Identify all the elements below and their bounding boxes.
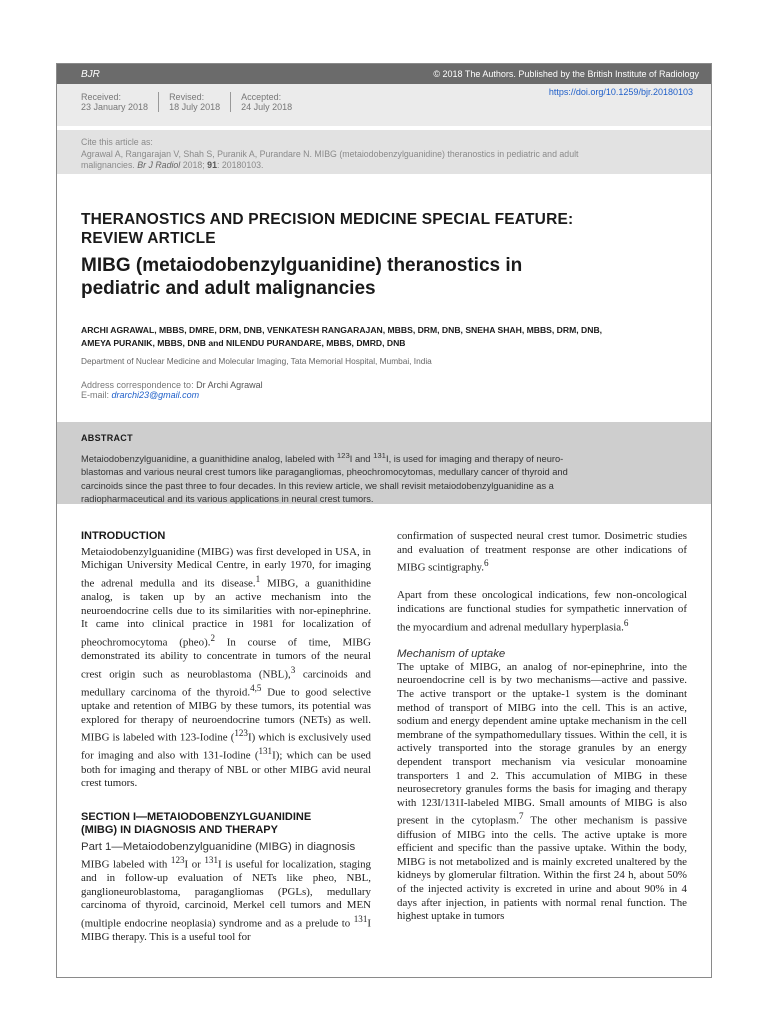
right-column <box>397 530 687 945</box>
cite-label: Cite this article as: <box>81 137 153 147</box>
introduction-heading: INTRODUCTION <box>81 530 166 542</box>
correspondent-email[interactable]: drarchi23@gmail.com <box>111 390 200 400</box>
article-page <box>56 63 712 978</box>
abstract-box <box>57 422 711 504</box>
cite-line-2: malignancies. Br J Radiol 2018; 91: 20180103. <box>81 160 264 170</box>
cite-journal: Br J Radiol <box>137 160 181 170</box>
author-list: ARCHI AGRAWAL, MBBS, DMRE, DRM, DNB, VENKATESH RANGARAJAN, MBBS, DRM, DNB, SNEHA SHAH, MBBS, DRM, DNB, AMEYA PURANIK, MBBS, DNB and NILENDU PURANDARE, MBBS, DMRD, DNB <box>81 325 603 348</box>
non-oncological-paragraph: Apart from these oncological indications, few non-oncological indications are functional studies for sympathetic innervation of the myocardium and adrenal medullary hyperplasia.$^6$ <box>397 589 687 634</box>
cite-line-1: Agrawal A, Rangarajan V, Shah S, Puranik A, Purandare N. MIBG (metaiodobenzylguanidine) theranostics in pediatric and adult <box>81 149 579 159</box>
article-dates <box>81 92 312 112</box>
accepted-date: Accepted: 24 July 2018 <box>241 92 293 112</box>
dates-bar <box>57 84 711 126</box>
correspondence: Address correspondence to: Dr Archi Agrawal E-mail: drarchi23@gmail.com <box>81 380 263 400</box>
abstract-line-4: radiopharmaceutical and its various applications in neural crest tumors. <box>81 494 374 505</box>
abstract-line-3: carcinoids since the past three to four decades. In this review article, we shall revisit metaiodobenzylguanidine as a <box>81 480 554 491</box>
mechanism-paragraph: The uptake of MIBG, an analog of nor-epinephrine, into the neuroendocrine cell is by two mechanisms—active and passive. The active transport or the uptake-1 system is the dominant method of transport of MIBG into the cell. This is an active, sodium and energy dependent amine uptake mechanism in the cell membrane of the sympathomedullary tissues. Within the cell, it is actively transported into the storage granules by an energy dependent transport mechanism via vesicular monoamine transporters 1 and 2. This accumulation of MIBG in these neurosecretory granules forms the basis for imaging and therapy with 123I/131I-labeled MIBG. Small amounts of MIBG is also present in the cytoplasm.$^7$ The other mechanism is passive diffusion of MIBG into the cells. The active uptake is more efficient and specific than the passive uptake. Within the body, MIBG is not metabolized and is mainly excreted unaltered by the kidneys by glomerular filtration. Within the first 24 h, about 50% of the injected activity is excreted in urine and about 90% in 4 days after injection, in patients with normal renal function. The highest uptake in tumors <box>397 660 687 923</box>
abstract-heading: ABSTRACT <box>81 433 133 443</box>
diagnosis-paragraph: MIBG labeled with $^{123}$I or $^{131}$I is useful for localization, staging and in follow-up evaluation of NETs like pheo, NBL, ganglioneuroblastoma, paragangliomas (PGLs), medullary carcinoma of thyroid, carcinoid, Merkel cell tumors and MEN (multiple endocrine neoplasia) syndrome and as a prelude to $^{131}$I MIBG therapy. This is a useful tool for <box>81 854 371 943</box>
feature-heading: THERANOSTICS AND PRECISION MEDICINE SPECIAL FEATURE: REVIEW ARTICLE <box>81 211 574 247</box>
abstract-line-2: blastomas and various neural crest tumors like paragangliomas, pheochromocytomas, medullary cancer of thyroid and <box>81 467 568 478</box>
introduction-paragraph: Metaiodobenzylguanidine (MIBG) was first developed in USA, in Michigan University Medical Centre, in early 1970, for imaging the adrenal medulla and its disease.$^1$ MIBG, a guanithidine analog, is taken up by an active mechanism into the neuroendocrine cells due to its similarities with nor-epinephrine. It came into clinical practice in 1981 for localization of pheochromocytoma (pheo).$^2$ In course of time, MIBG demonstrated its ability to concentrate in tumors of the neural crest origin such as neuroblastoma (NBL),$^3$ carcinoids and medullary carcinoma of the thyroid.$^{4,5}$ Due to good selective uptake and retention of MIBG by these tumors, its potential was explored for therapy of neuroendocrine tumors (NETs) as well. MIBG is labeled with 123-Iodine ($^{123}$I) which is exclusively used for imaging and also with 131-Iodine ($^{131}$I); which can be used both for imaging and therapy of NBL or other MIBG avid neural crest tumors. <box>81 545 372 790</box>
left-column <box>81 530 371 945</box>
affiliation: Department of Nuclear Medicine and Molecular Imaging, Tata Memorial Hospital, Mumbai, India <box>81 356 432 366</box>
mechanism-heading: Mechanism of uptake <box>397 647 506 660</box>
part-1-heading: Part 1—Metaiodobenzylguanidine (MIBG) in diagnosis <box>81 840 356 853</box>
received-date: Received: 23 January 2018 <box>81 92 159 112</box>
body-columns <box>81 530 687 945</box>
section-1-heading: SECTION I—METAIODOBENZYLGUANIDINE (MIBG) IN DIAGNOSIS AND THERAPY <box>81 810 312 837</box>
cite-volume: 91 <box>207 160 217 170</box>
journal-header-bar <box>57 64 711 84</box>
revised-date: Revised: 18 July 2018 <box>169 92 231 112</box>
scintigraphy-paragraph: confirmation of suspected neural crest tumor. Dosimetric studies and evaluation of treatment response are other indications of MIBG scintigraphy.$^6$ <box>397 530 687 574</box>
citation-box <box>57 130 711 174</box>
copyright-notice: © 2018 The Authors. Published by the British Institute of Radiology <box>433 69 699 79</box>
doi-link[interactable]: https://doi.org/10.1259/bjr.20180103 <box>548 87 693 97</box>
article-title: MIBG (metaiodobenzylguanidine) theranostics in pediatric and adult malignancies <box>81 255 523 299</box>
journal-name: BJR <box>81 68 100 80</box>
article-head <box>57 210 711 400</box>
abstract-line-1: Metaiodobenzylguanidine, a guanithidine analog, labeled with $^{123}$I and $^{131}$I, is used for imaging and therapy of neuro- <box>81 450 564 464</box>
correspondent-name: Dr Archi Agrawal <box>196 380 263 390</box>
